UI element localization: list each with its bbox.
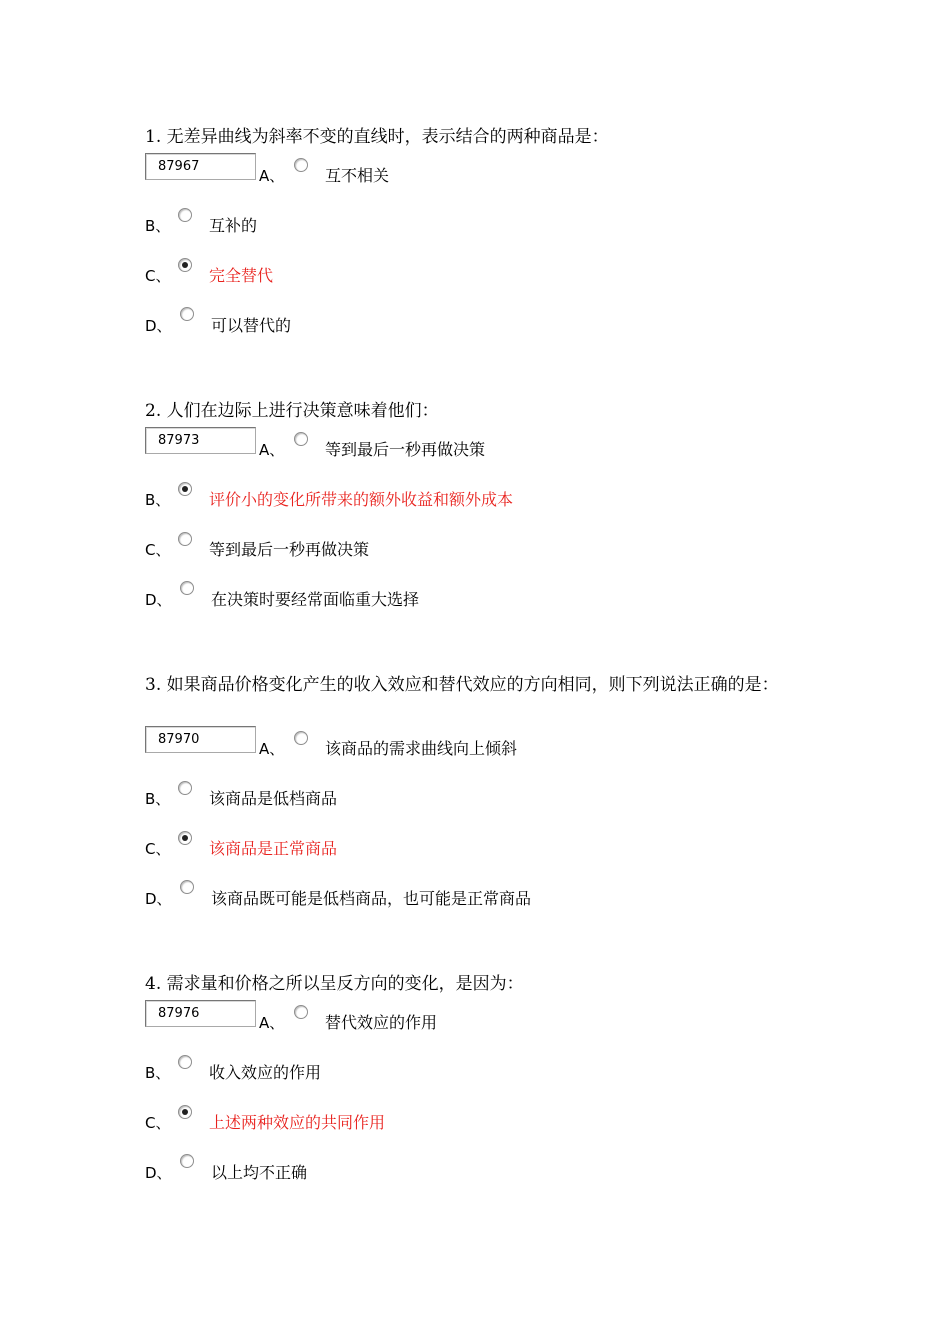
option-d-text: 在决策时要经常面临重大选择	[211, 590, 420, 609]
answer-id-input[interactable]	[145, 726, 256, 753]
option-c-radio[interactable]	[178, 532, 192, 546]
option-letter: C、	[145, 267, 171, 285]
option-d-text: 可以替代的	[211, 316, 292, 335]
option-a-radio[interactable]	[294, 731, 308, 745]
option-letter: B、	[145, 491, 171, 509]
option-c-text: 等到最后一秒再做决策	[209, 540, 370, 559]
option-d-text: 该商品既可能是低档商品，也可能是正常商品	[211, 889, 532, 908]
option-letter: A、	[259, 167, 285, 185]
option-letter: B、	[145, 790, 171, 808]
option-b-radio[interactable]	[178, 1055, 192, 1069]
option-letter: A、	[259, 1014, 285, 1032]
option-c-text: 该商品是正常商品	[209, 839, 338, 858]
option-letter: D、	[145, 317, 172, 335]
option-letter: B、	[145, 1064, 171, 1082]
option-b-text: 收入效应的作用	[209, 1063, 322, 1082]
option-a-radio[interactable]	[294, 1005, 308, 1019]
option-letter: A、	[259, 441, 285, 459]
option-b-text: 互补的	[209, 216, 258, 235]
option-c-text: 完全替代	[209, 266, 274, 285]
option-b-text: 评价小的变化所带来的额外收益和额外成本	[209, 490, 514, 509]
option-b-radio[interactable]	[178, 482, 192, 496]
option-letter: D、	[145, 591, 172, 609]
option-letter: D、	[145, 890, 172, 908]
option-letter: D、	[145, 1164, 172, 1182]
answer-id-input[interactable]	[145, 153, 256, 180]
option-letter: C、	[145, 1114, 171, 1132]
option-d-radio[interactable]	[180, 581, 194, 595]
option-c-radio[interactable]	[178, 258, 192, 272]
option-a-radio[interactable]	[294, 432, 308, 446]
option-c-radio[interactable]	[178, 1105, 192, 1119]
option-b-text: 该商品是低档商品	[209, 789, 338, 808]
question-title: 4. 需求量和价格之所以呈反方向的变化，是因为：	[145, 974, 524, 994]
question-title: 1. 无差异曲线为斜率不变的直线时，表示结合的两种商品是：	[145, 127, 609, 147]
option-b-radio[interactable]	[178, 208, 192, 222]
option-d-text: 以上均不正确	[211, 1163, 308, 1182]
answer-id-input[interactable]	[145, 427, 256, 454]
option-c-text: 上述两种效应的共同作用	[209, 1113, 386, 1132]
option-letter: B、	[145, 217, 171, 235]
question-title: 2. 人们在边际上进行决策意味着他们：	[145, 401, 439, 421]
option-a-text: 该商品的需求曲线向上倾斜	[325, 739, 518, 758]
option-d-radio[interactable]	[180, 880, 194, 894]
option-a-text: 替代效应的作用	[325, 1013, 438, 1032]
option-letter: A、	[259, 740, 285, 758]
option-letter: C、	[145, 541, 171, 559]
option-b-radio[interactable]	[178, 781, 192, 795]
option-letter: C、	[145, 840, 171, 858]
answer-id-input[interactable]	[145, 1000, 256, 1027]
option-a-radio[interactable]	[294, 158, 308, 172]
option-d-radio[interactable]	[180, 307, 194, 321]
option-c-radio[interactable]	[178, 831, 192, 845]
option-a-text: 互不相关	[325, 166, 390, 185]
option-d-radio[interactable]	[180, 1154, 194, 1168]
question-title: 3. 如果商品价格变化产生的收入效应和替代效应的方向相同，则下列说法正确的是：	[145, 675, 779, 695]
option-a-text: 等到最后一秒再做决策	[325, 440, 486, 459]
